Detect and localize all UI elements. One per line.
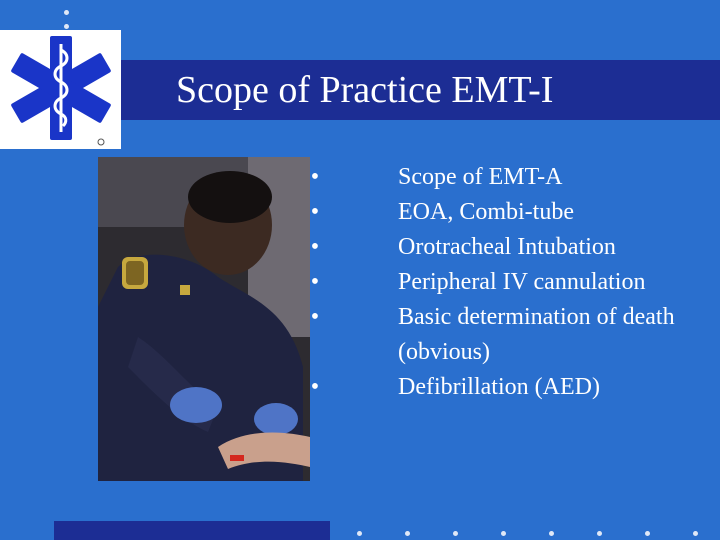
bullet-list [300,160,710,405]
bullet-text: Scope of EMT-A [398,164,563,190]
bullet-icon: • [310,164,320,190]
bullet-item [300,160,710,195]
bottom-bar [54,521,330,540]
slide-title: Scope of Practice EMT-I [176,69,554,111]
bullet-icon: • [310,269,320,295]
decor-dot [405,531,410,536]
bullet-text: Orotracheal Intubation [398,234,616,260]
decor-dot [501,531,506,536]
bullet-text: Basic determination of death (obvious) [398,304,675,365]
bullet-item [300,300,710,370]
decor-dot [597,531,602,536]
bullet-item [300,265,710,300]
decor-dot [693,531,698,536]
decor-dot [549,531,554,536]
decor-dot [64,10,69,15]
bullet-icon: • [310,304,320,330]
decor-dot [645,531,650,536]
star-of-life-icon [0,30,121,149]
bullet-icon: • [310,234,320,260]
decor-dot [357,531,362,536]
emt-photo [98,157,310,481]
bullet-text: EOA, Combi-tube [398,199,574,225]
decor-dot [64,24,69,29]
decor-dot [453,531,458,536]
bullet-item [300,370,710,405]
bullet-icon: • [310,199,320,225]
bullet-icon: • [310,374,320,400]
bullet-text: Peripheral IV cannulation [398,269,646,295]
bullet-item [300,195,710,230]
bullet-item [300,230,710,265]
bullet-text: Defibrillation (AED) [398,374,600,400]
